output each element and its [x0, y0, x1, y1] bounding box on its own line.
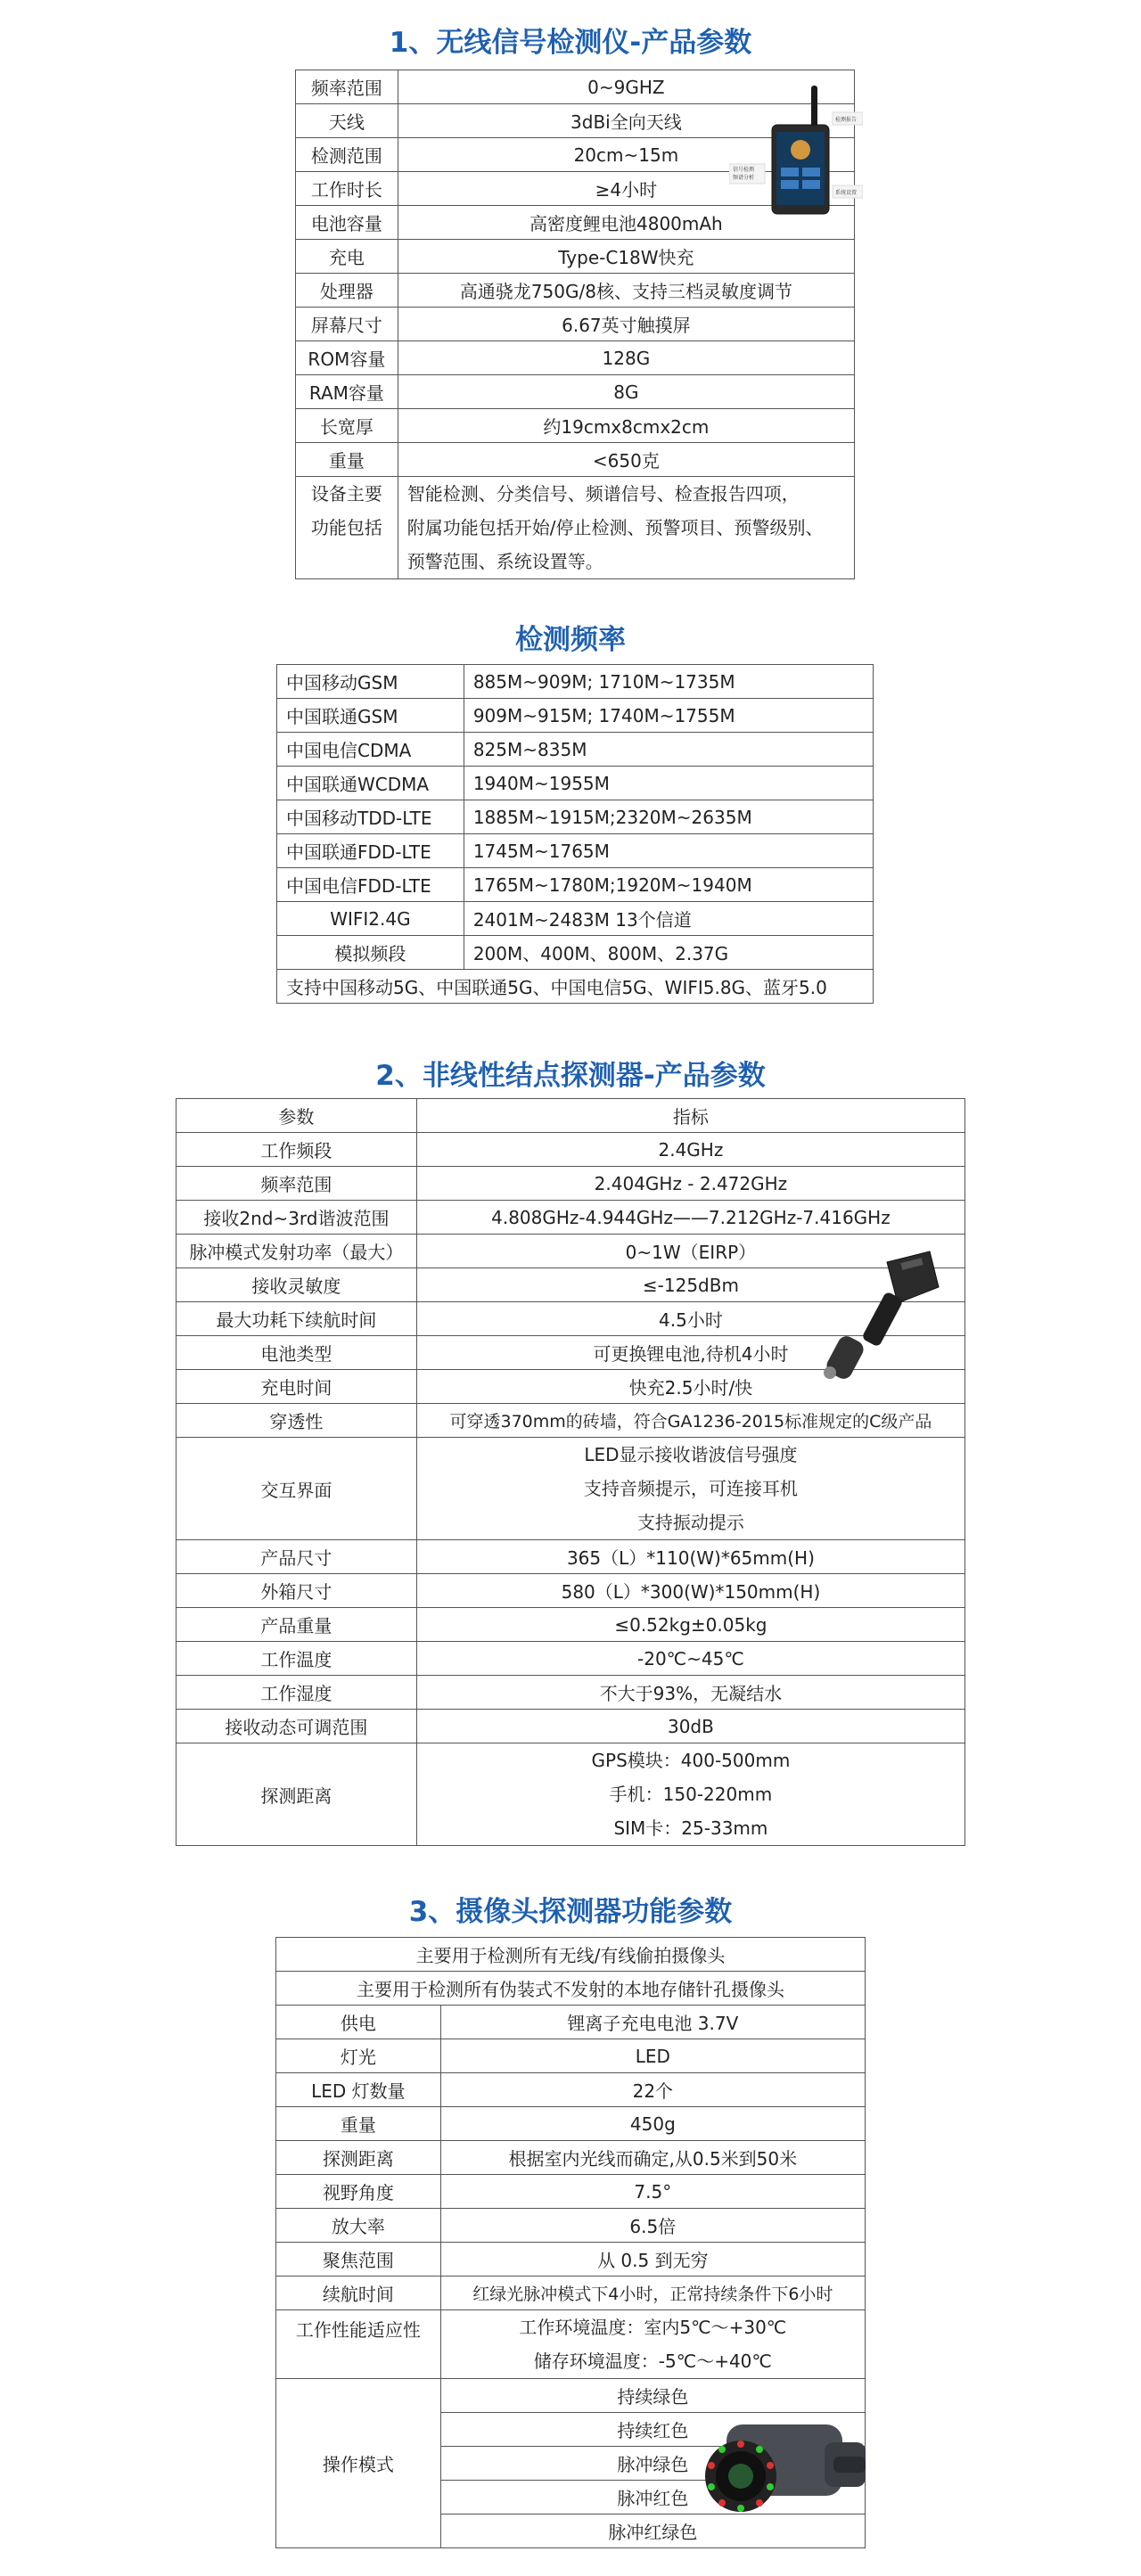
spec-value: 450g	[440, 2107, 865, 2141]
spec-label: 重量	[276, 2107, 441, 2141]
table-row	[296, 409, 855, 443]
spec-value: 7.5°	[440, 2175, 865, 2209]
spec-value: 约19cmx8cmx2cm	[398, 409, 854, 443]
spec-value: 高通骁龙750G/8核、支持三档灵敏度调节	[398, 274, 854, 308]
spec-value: 2.404GHz - 2.472GHz	[416, 1167, 965, 1201]
spec-value: 可穿透370mm的砖墙，符合GA1236-2015标准规定的C级产品	[416, 1404, 965, 1438]
spec-value: 根据室内光线而确定,从0.5米到50米	[440, 2141, 865, 2175]
carrier-label: 中国联通WCDMA	[277, 767, 464, 800]
column-header: 参数	[176, 1099, 417, 1133]
spec-label: 最大功耗下续航时间	[176, 1302, 417, 1336]
device-functions-line: 附属功能包括开始/停止检测、预警项目、预警级别、	[406, 517, 824, 538]
spec-label: LED 灯数量	[276, 2073, 441, 2107]
table-row	[296, 341, 855, 375]
table-row	[296, 240, 855, 274]
spec-value: 从 0.5 到无穷	[440, 2243, 865, 2277]
band-value: 200M、400M、800M、2.37G	[464, 936, 873, 970]
spec-label: 工作频段	[176, 1133, 417, 1167]
spec-label: 视野角度	[276, 2175, 441, 2209]
table-row	[277, 936, 874, 970]
table-row	[277, 733, 874, 767]
spec-label: 灯光	[276, 2039, 441, 2073]
section1-title: 1、无线信号检测仪-产品参数	[389, 27, 752, 59]
signal-detector-photo	[729, 86, 863, 217]
screen-callout: 信号检测	[733, 167, 755, 173]
spec-value: 580（L）*300(W)*150mm(H)	[416, 1574, 965, 1608]
table-row	[176, 1167, 965, 1201]
spec-label: 脉冲模式发射功率（最大）	[176, 1235, 417, 1268]
mode-item: 脉冲红色	[440, 2481, 865, 2514]
spec-label: 频率范围	[296, 70, 398, 104]
spec-value: 4.5小时	[416, 1302, 965, 1336]
table-row	[276, 2310, 866, 2379]
spec-value: -20℃~45℃	[416, 1642, 965, 1676]
table-row	[277, 767, 874, 800]
device-functions-label-line: 设备主要	[310, 483, 382, 505]
spec-value: 4.808GHz-4.944GHz——7.212GHz-7.416GHz	[416, 1201, 965, 1235]
spec-value: 128G	[398, 341, 854, 375]
table-row	[277, 902, 874, 936]
table-row	[296, 375, 855, 409]
table-row	[276, 2209, 866, 2243]
spec-label: 续航时间	[276, 2277, 441, 2310]
table-row	[276, 2039, 866, 2073]
spec-label: 处理器	[296, 274, 398, 308]
band-value: 1940M~1955M	[464, 767, 873, 800]
spec-label: 探测距离	[276, 2141, 441, 2175]
table-row	[296, 477, 855, 579]
spec-label: 探测距离	[176, 1743, 417, 1846]
spec-value	[440, 2310, 865, 2379]
spec-value: 22个	[440, 2073, 865, 2107]
table-row	[176, 1404, 965, 1438]
spec-value: 2.4GHz	[416, 1133, 965, 1167]
spec-label: 电池类型	[176, 1336, 417, 1370]
carrier-label: 中国电信FDD-LTE	[277, 868, 464, 902]
spec-label: 外箱尺寸	[176, 1574, 417, 1608]
band-value: 2401M~2483M 13个信道	[464, 902, 873, 936]
section2-title: 2、非线性结点探测器-产品参数	[375, 1060, 766, 1092]
spec-value: ≥4小时	[398, 172, 854, 206]
band-value: 1765M~1780M;1920M~1940M	[464, 868, 873, 902]
table-row	[176, 1574, 965, 1608]
table-row	[276, 2073, 866, 2107]
spec-value: 6.67英寸触摸屏	[398, 308, 854, 341]
env-line: 储存环境温度：-5℃～+40℃	[533, 2350, 772, 2372]
spec-value: ≤-125dBm	[416, 1268, 965, 1302]
spec-value: Type-C18W快充	[398, 240, 854, 274]
spec-value: ≤0.52kg±0.05kg	[416, 1608, 965, 1642]
spec-label: 屏幕尺寸	[296, 308, 398, 341]
spec-label: 接收2nd~3rd谐波范围	[176, 1201, 417, 1235]
spec-value: 可更换锂电池,待机4小时	[416, 1336, 965, 1370]
carrier-label: 中国移动TDD-LTE	[277, 800, 464, 834]
table-row	[277, 868, 874, 902]
table-row	[276, 2107, 866, 2141]
freq-title: 检测频率	[515, 624, 626, 656]
ui-line: 支持音频提示，可连接耳机	[583, 1478, 798, 1499]
screen-callout: 系统设置	[835, 190, 858, 196]
table-row	[276, 2006, 866, 2039]
table-row	[277, 699, 874, 733]
device-functions-line: 智能检测、分类信号、频谱信号、检查报告四项，	[406, 483, 800, 505]
section2-spec-table	[176, 1098, 965, 1846]
spec-value: 锂离子充电电池 3.7V	[440, 2006, 865, 2039]
junction-detector-photo	[816, 1248, 940, 1382]
spec-label: 穿透性	[176, 1404, 417, 1438]
spec-label: 充电时间	[176, 1370, 417, 1404]
spec-label: 聚焦范围	[276, 2243, 441, 2277]
spec-value: 红绿光脉冲模式下4小时，正常持续条件下6小时	[440, 2277, 865, 2310]
spec-value: 20cm~15m	[398, 138, 854, 172]
distance-line: 手机：150-220mm	[609, 1784, 773, 1805]
screen-logo-icon	[791, 140, 810, 160]
spec-label: 充电	[296, 240, 398, 274]
table-row	[176, 1133, 965, 1167]
spec-label: 接收动态可调范围	[176, 1710, 417, 1743]
spec-value: 0~1W（EIRP）	[416, 1235, 965, 1268]
spec-value: LED	[440, 2039, 865, 2073]
table-row	[296, 308, 855, 341]
spec-value: 高密度鲤电池4800mAh	[398, 206, 854, 240]
spec-value: 0~9GHZ	[398, 70, 854, 104]
spec-label: 放大率	[276, 2209, 441, 2243]
mode-item: 脉冲绿色	[440, 2447, 865, 2481]
table-row	[277, 800, 874, 834]
table-row	[277, 665, 874, 699]
spec-label: 产品重量	[176, 1608, 417, 1642]
table-row	[277, 970, 874, 1004]
spec-value: 30dB	[416, 1710, 965, 1743]
freq-table	[276, 664, 874, 1004]
mode-item: 持续红色	[440, 2413, 865, 2447]
spec-label: 重量	[296, 443, 398, 477]
table-row	[296, 274, 855, 308]
carrier-label: 中国电信CDMA	[277, 733, 464, 767]
carrier-label: 中国移动GSM	[277, 665, 464, 699]
column-header: 指标	[416, 1099, 965, 1133]
usage-note: 主要用于检测所有伪装式不发射的本地存储针孔摄像头	[276, 1972, 866, 2006]
band-value: 1745M~1765M	[464, 834, 873, 868]
device-functions-label-line: 功能包括	[310, 517, 382, 538]
spec-value	[416, 1438, 965, 1540]
ui-line: 支持振动提示	[636, 1512, 744, 1533]
table-row	[176, 1201, 965, 1235]
table-row	[277, 834, 874, 868]
spec-label: 电池容量	[296, 206, 398, 240]
spec-label: 频率范围	[176, 1167, 417, 1201]
env-line: 工作环境温度：室内5℃～+30℃	[519, 2317, 787, 2338]
screen-callout: 频谱分析	[733, 175, 755, 181]
table-row	[176, 1743, 965, 1846]
table-row	[276, 1938, 866, 1972]
table-row	[176, 1676, 965, 1710]
device-functions-value	[398, 477, 854, 579]
table-row	[296, 443, 855, 477]
freq-footer: 支持中国移动5G、中国联通5G、中国电信5G、WIFI5.8G、蓝牙5.0	[277, 970, 874, 1004]
usage-note: 主要用于检测所有无线/有线偷拍摄像头	[276, 1938, 866, 1972]
spec-label: 产品尺寸	[176, 1540, 417, 1574]
spec-value: 365（L）*110(W)*65mm(H)	[416, 1540, 965, 1574]
carrier-label: 中国联通GSM	[277, 699, 464, 733]
table-header-row	[176, 1099, 965, 1133]
spec-value	[416, 1743, 965, 1846]
table-row	[176, 1608, 965, 1642]
table-row	[176, 1642, 965, 1676]
spec-label: ROM容量	[296, 341, 398, 375]
mode-item: 持续绿色	[440, 2379, 865, 2413]
carrier-label: WIFI2.4G	[277, 902, 464, 936]
mode-item: 脉冲红绿色	[440, 2514, 865, 2548]
device-functions-label	[296, 477, 398, 579]
spec-value: 不大于93%，无凝结水	[416, 1676, 965, 1710]
carrier-label: 中国联通FDD-LTE	[277, 834, 464, 868]
band-value: 825M~835M	[464, 733, 873, 767]
spec-value: 3dBi全向天线	[398, 104, 854, 138]
spec-value: <650克	[398, 443, 854, 477]
table-row	[176, 1710, 965, 1743]
ui-line: LED显示接收谐波信号强度	[584, 1444, 798, 1465]
spec-label: 工作时长	[296, 172, 398, 206]
table-row	[276, 2243, 866, 2277]
spec-label: 工作湿度	[176, 1676, 417, 1710]
camera-detector-photo	[691, 2407, 869, 2523]
screen-callout: 检测报告	[835, 117, 858, 123]
spec-value: 6.5倍	[440, 2209, 865, 2243]
spec-label: 供电	[276, 2006, 441, 2039]
spec-label: 工作性能适应性	[276, 2310, 441, 2379]
table-row	[276, 2277, 866, 2310]
spec-label: 检测范围	[296, 138, 398, 172]
spec-label: 接收灵敏度	[176, 1268, 417, 1302]
spec-label: 长宽厚	[296, 409, 398, 443]
antenna-shape	[811, 86, 817, 130]
table-row	[276, 1972, 866, 2006]
band-value: 1885M~1915M;2320M~2635M	[464, 800, 873, 834]
table-row	[276, 2175, 866, 2209]
carrier-label: 模拟频段	[277, 936, 464, 970]
spec-label: 天线	[296, 104, 398, 138]
distance-line: SIM卡：25-33mm	[613, 1817, 768, 1839]
table-row	[176, 1438, 965, 1540]
distance-line: GPS模块：400-500mm	[591, 1750, 791, 1771]
spec-label: 操作模式	[276, 2379, 441, 2548]
section3-title: 3、摄像头探测器功能参数	[408, 1896, 733, 1928]
table-row	[176, 1540, 965, 1574]
band-value: 885M~909M; 1710M~1735M	[464, 665, 873, 699]
spec-label: RAM容量	[296, 375, 398, 409]
table-row	[276, 2141, 866, 2175]
spec-label: 工作温度	[176, 1642, 417, 1676]
spec-value: 快充2.5小时/快	[416, 1370, 965, 1404]
spec-value: 8G	[398, 375, 854, 409]
spec-label: 交互界面	[176, 1438, 417, 1540]
device-functions-line: 预警范围、系统设置等。	[406, 551, 603, 572]
band-value: 909M~915M; 1740M~1755M	[464, 699, 873, 733]
